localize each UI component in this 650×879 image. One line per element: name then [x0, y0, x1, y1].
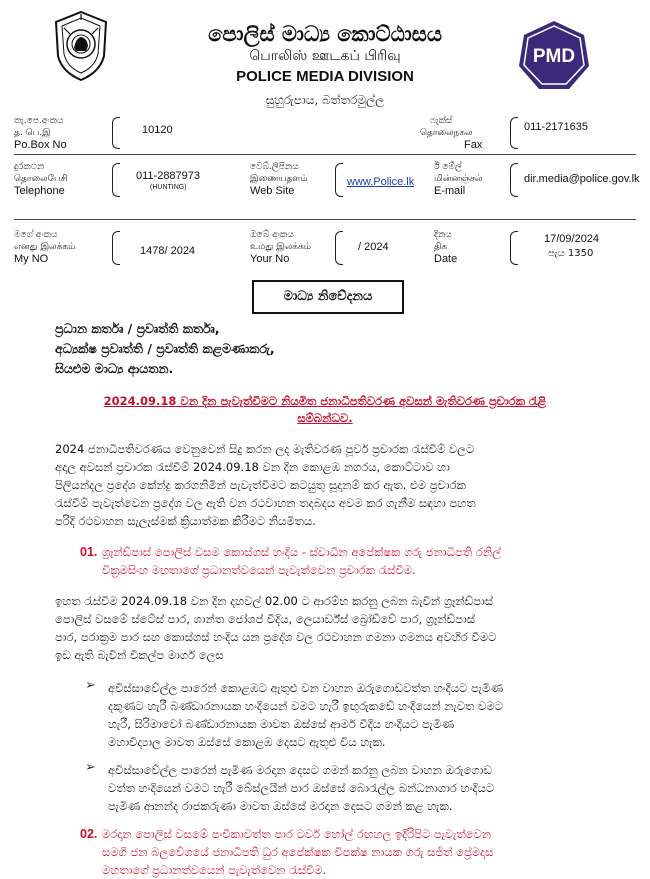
fax-bracket — [510, 117, 518, 149]
fax-label: ෆැක්ස් தொலைநகல Fax — [420, 116, 483, 151]
your-no-value: / 2024 — [358, 241, 389, 253]
item-number: 01. — [80, 545, 98, 559]
addressee-line: අධ්‍යක්ෂ ප්‍රවෘත්ති / ප්‍රවෘත්ති කළමණාකරු, — [55, 341, 275, 356]
paragraph-details: ඉහත රැස්වීම 2024.09.18 වන දින දහවල් 02.00 ට ආරම්භ කරනු ලබන බැවින් ග්‍රෑන්ඩ්පාස් පොලිස් වසමේ ස්ටේස් පාර, ශාන්ත ජෝශප් වීදිය, ලෙයාර්ඩ්ස් බ්‍රෝඩ්වේ පාර, ග්‍රෑන්ඩ්පාස් පාර, පරාක්‍රම පාර සහ කොස්ගස් හංදිය යන ප්‍රදේශ වල රථවාහන ගමනා ගමනය අවහිර වීමට ඉඩ ඇති බැවින් විකල්ප මාර්ග ලෙස — [55, 594, 497, 662]
pobox-label: තැ.පෙ.අංකය த. பெ.இ Po.Box No — [14, 116, 67, 151]
header-address: සුහුරුපාය, බත්තරමුල්ල — [265, 93, 385, 107]
website-link[interactable]: www.Police.lk — [347, 176, 415, 188]
bullet-route-1: අවිස්සාවේල්ල පාරෙන් කොළඹට ඇතුළු වන වාහන ඔරුගොඩවත්ත හංදියට පැමිණ දකුණට හැරී බණ්ඩාරනායක හංදියෙන් වමට හැරී ඉඟුරුකඩේ හංදියෙන් නැවත වමට හැරී, සිරිමාවෝ බණ්ඩාරනායක මාවත ඔස්සේ ආමර් වීදිය හංදියට පැමිණ මහාවිද්‍යාල මාවත ඔස්සේ කොළඹ දෙසට ඇතුළු විය හැක. — [108, 681, 504, 749]
title-english: POLICE MEDIA DIVISION — [236, 68, 414, 85]
fax-value: 011-2171635 — [524, 121, 589, 133]
email-bracket — [510, 163, 518, 197]
paragraph-intro: 2024 ජනාධිපතිවරණය වෙනුවෙන් සිදු කරන ලද මැතිවරණ පූර්ව ප්‍රචාරක රැස්වීම් වලට අදාල අවසන් ප්‍රචාරක රැස්වීම් 2024.09.18 වන දින කොළඹ නගරය, කොට්ටාව හා පිලියන්දල ප්‍රදේශ කේන්ද්‍ර කරගනිමින් පැවැත්වීමට කටයුතු සූදානම් කර ඇත. එම ප්‍රචාරක රැස්වීම් පැවැත්වෙන ප්‍රදේශ වල ඇති වන රථවාහන තදබදය අවම කර ගැනීම සඳහා පහත පරිදි රථවාහන සැලැස්මක් ක්‍රියාත්මක කිරීමට නියමිතය. — [55, 442, 476, 528]
my-no-value: 1478/ 2024 — [140, 245, 196, 257]
item-number: 02. — [80, 827, 98, 841]
title-tamil: பொலிஸ் ஊடகப் பிரிவு — [249, 48, 401, 64]
telephone-value: 011-2887973 — [136, 170, 201, 182]
email-value[interactable]: dir.media@police.gov.lk — [524, 173, 640, 185]
addressee-line: සියළුම මාධ්‍ය ආයතන. — [55, 361, 174, 376]
telephone-note: (HUNTING) — [150, 184, 187, 191]
date-label: දිනය திக Date — [434, 230, 458, 265]
your-no-label: ඔබේ අංකය உமது இலக்கம் Your No — [250, 230, 312, 265]
telephone-label: දුරකථන தொலைபேசி Telephone — [14, 162, 68, 197]
media-release-title: මාධ්‍ය නිවේදනය — [252, 280, 404, 314]
date-bracket — [510, 231, 518, 265]
time-value: පැය 1350 — [548, 248, 594, 259]
website-bracket — [335, 163, 343, 197]
arrow-bullet-icon: ➢ — [85, 760, 96, 775]
pobox-bracket — [112, 117, 120, 149]
arrow-bullet-icon: ➢ — [85, 678, 96, 693]
title-sinhala: පොලිස් මාධ්‍ය කොට්ඨාසය — [208, 22, 442, 46]
divider — [14, 154, 636, 155]
pmd-logo-text: PMD — [532, 46, 576, 67]
addressee-line: ප්‍රධාන කර්තෘ / ප්‍රවෘත්ති කර්තෘ, — [55, 321, 220, 336]
item-1-heading: ග්‍රෑන්ඩ්පාස් පොලිස් වසම කොස්ගස් හංදිය - ස්වාධීන අපේක්ෂක ගරු ජනාධිපති රනිල් වික්‍රමසිංහ මහතාගේ ප්‍රධානත්වයෙන් පැවැත්වෙන ප්‍රචාරක රැස්වීම. — [102, 545, 501, 577]
my-no-label: මගේ අංකය எனது இலக்கம் My NO — [14, 230, 76, 265]
telephone-bracket — [112, 163, 120, 197]
date-value: 17/09/2024 — [544, 233, 600, 245]
bullet-route-2: අවිස්සාවේල්ල පාරෙන් පැමිණ මරදාන දෙසට ගමන් කරනු ලබන වාහන ඔරුගොඩ වත්ත හංදියෙන් වමට හැරී බේස්ලයින් පාර ඔස්සේ බොරැල්ල බන්ධනාගාර හංදියට පැමිණ ආනන්ද රාජකරුණා මාවත ඔස්සේ මරදාන දෙසට ගමන් කළ හැක. — [108, 763, 495, 813]
divider — [14, 219, 636, 220]
your-no-bracket — [335, 231, 343, 265]
pobox-value: 10120 — [142, 124, 173, 136]
my-no-bracket — [112, 231, 120, 265]
website-label: වෙබ්.ලිපිනය இணையதளம் Web Site — [250, 162, 308, 197]
email-label: ඊ මේල් மின்னஞ்சல் E-mail — [434, 162, 483, 197]
subject-heading: 2024.09.18 වන දින පැවැත්වීමට නියමිත ජනාධිපතිවරණ අවසන් මැතිවරණ ප්‍රචාරක රැළි සම්බන්ධව. — [103, 394, 547, 425]
item-2-heading: මරදාන පොලිස් වසමේ පංචිකාවත්ත පාර ටවර් හෝල් රඟහල ඉදිරිපිට පැවැත්වෙන සමගි ජන බලවේගයේ ජනාධිපති ධුර අපේක්ෂක විපක්ෂ නායක ගරු සජිත් ප්‍රේමදාස මහතාගේ ප්‍රධානත්වයෙන් පැවැත්වෙන රැස්වීම. — [102, 827, 494, 877]
